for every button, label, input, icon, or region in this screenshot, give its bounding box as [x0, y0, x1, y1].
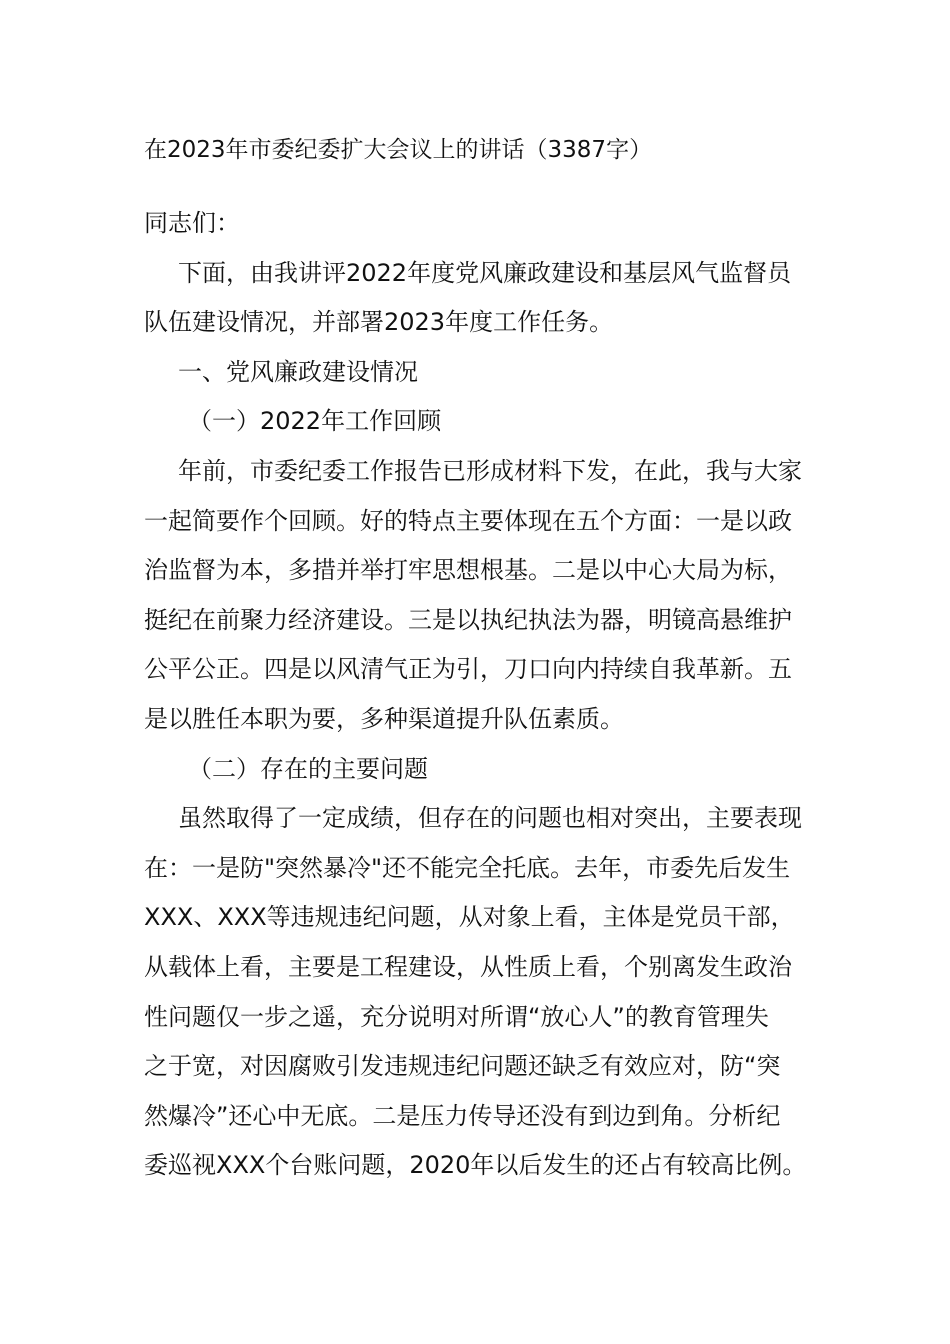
text-line: 之于宽，对因腐败引发违规违纪问题还缺乏有效应对，防“突 [144, 1052, 781, 1081]
text-line: 一起简要作个回顾。好的特点主要体现在五个方面：一是以政 [144, 506, 792, 535]
text-line: 是以胜任本职为要，多种渠道提升队伍素质。 [144, 704, 624, 733]
document-body [144, 208, 824, 1200]
text-line: 挺纪在前聚力经济建设。三是以执纪执法为器，明镜高悬维护 [144, 605, 792, 634]
text-line: 然爆冷”还心中无底。二是压力传导还没有到边到角。分析纪 [144, 1101, 781, 1130]
text-line: 同志们： [144, 209, 240, 237]
text-line: 队伍建设情况，并部署2023年度工作任务。 [144, 308, 614, 337]
text-line: 性问题仅一步之遥，充分说明对所谓“放心人”的教育管理失 [144, 1002, 769, 1031]
text-line: 一、党风廉政建设情况 [178, 357, 418, 386]
text-line: 在：一是防"突然暴冷"还不能完全托底。去年，市委先后发生 [144, 853, 791, 882]
text-line: 从载体上看，主要是工程建设，从性质上看，个别离发生政治 [144, 952, 792, 981]
text-line: 虽然取得了一定成绩，但存在的问题也相对突出，主要表现 [178, 804, 802, 833]
text-line: 年前，市委纪委工作报告已形成材料下发，在此，我与大家 [178, 456, 802, 485]
text-line: XXX、XXX等违规违纪问题，从对象上看，主体是党员干部， [144, 903, 795, 932]
text-line: 委巡视XXX个台账问题，2020年以后发生的还占有较高比例。 [144, 1151, 807, 1180]
document-title: 在2023年市委纪委扩大会议上的讲话（3387字） [144, 137, 653, 163]
text-line: （一）2022年工作回顾 [188, 407, 442, 436]
text-line: 治监督为本，多措并举打牢思想根基。二是以中心大局为标， [144, 556, 792, 585]
text-line: 下面，由我讲评2022年度党风廉政建设和基层风气监督员 [178, 258, 792, 287]
text-line: 公平公正。四是以风清气正为引，刀口向内持续自我革新。五 [144, 655, 792, 684]
text-line: （二）存在的主要问题 [188, 754, 428, 783]
